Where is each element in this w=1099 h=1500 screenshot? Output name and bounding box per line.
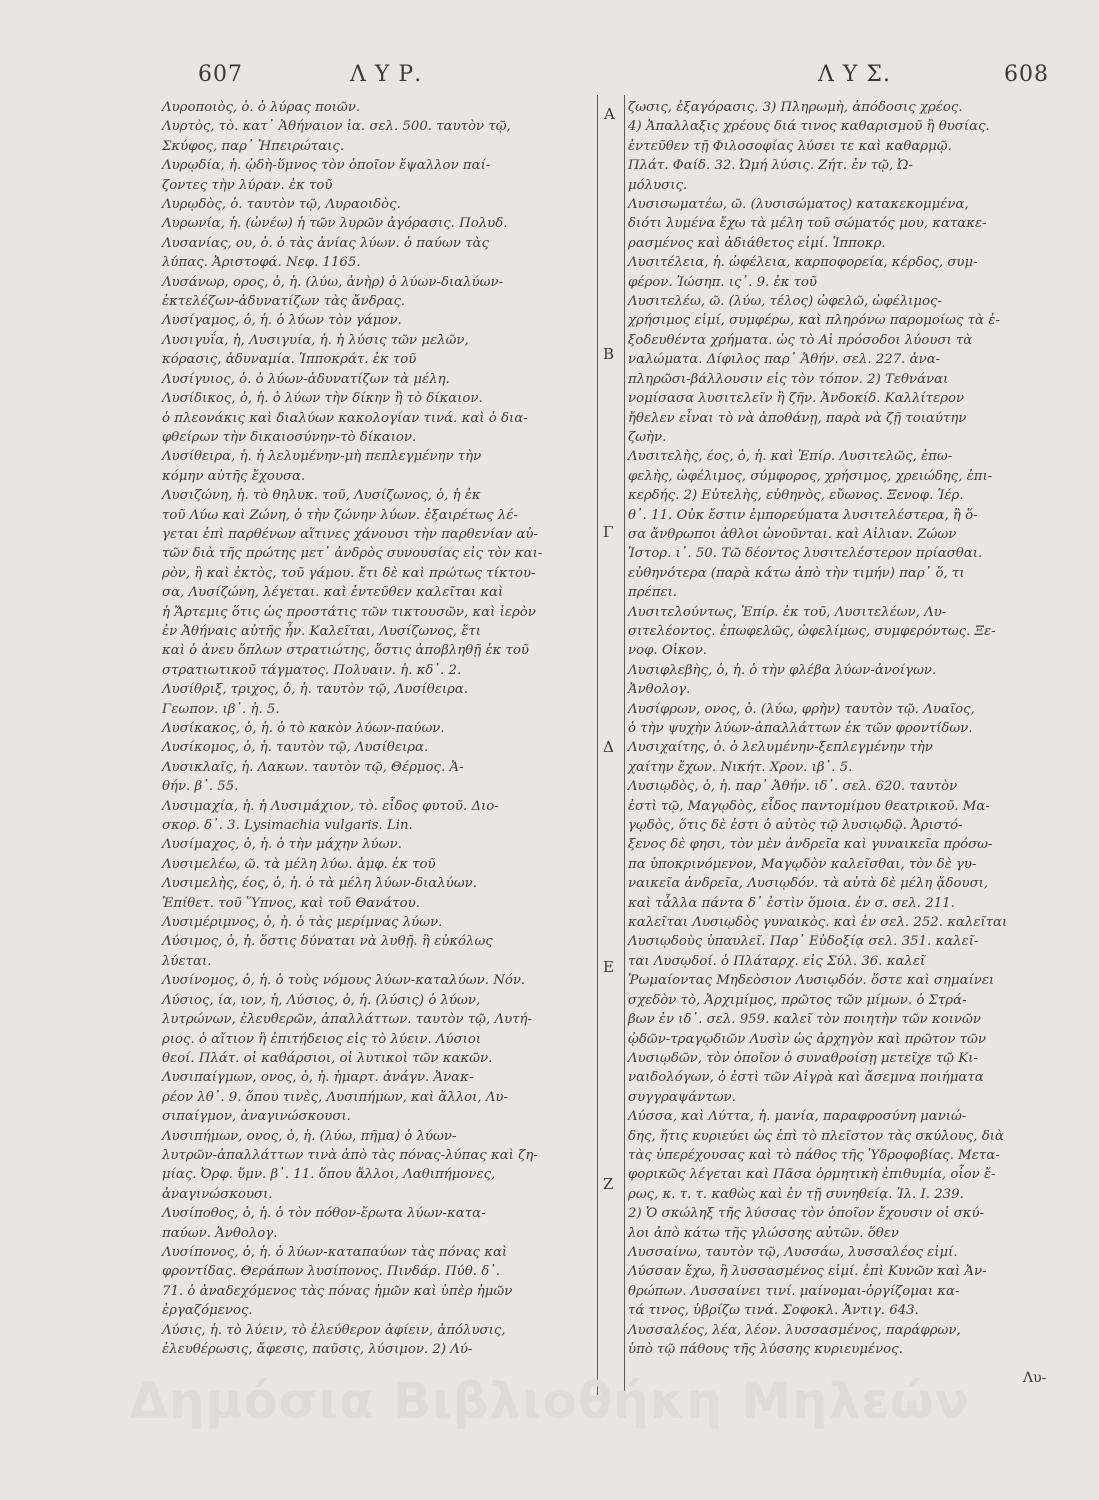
entry-line: Λυσισωματέω, ῶ. (λυσισώματος) κατακεκομμένα, bbox=[628, 197, 969, 213]
entry-line: ρέον λθ᾽. 9. ὅπου τινὲς, Λυσιπήμων, καὶ ἄλλοι, Λυ- bbox=[162, 1089, 508, 1105]
entry-line: κερδής. 2) Εὐτελὴς, εὐθηνὸς, εὔωνος. Ξενοφ. Ἱέρ. bbox=[628, 488, 964, 504]
entry-line: πρέπει. bbox=[628, 585, 678, 601]
entry-line: σα ἄνθρωποι ἀθλοι ὠνοῦνται. καὶ Αἰλιαν. Ζώων bbox=[628, 526, 957, 542]
entry-line: τῶν διὰ τῆς πρώτης μετ᾽ ἀνδρὸς συνουσίας εἰς τὸν και- bbox=[162, 546, 543, 562]
entry-line: ἐλευθέρωσις, ἄφεσις, παῦσις, λύσιμον. 2) Λύ- bbox=[162, 1342, 473, 1357]
entry-line: λοι ἀπὸ κάτω τῆς γλώσσης αὐτῶν. ὅθεν bbox=[628, 1225, 899, 1241]
entry-line: Λυσιγυΐα, ἡ, Λυσιγυία, ἡ. ἡ λύσις τῶν μελῶν, bbox=[162, 332, 469, 348]
entry-line: φέρον. Ἰώσηπ. ις᾽. 9. ἐκ τοῦ bbox=[628, 274, 818, 290]
entry-line: τά τινος, ὑβρίζω τινά. Σοφοκλ. Ἀντιγ. 643. bbox=[628, 1303, 919, 1319]
left-column-rule bbox=[597, 95, 598, 1395]
entry-line: Λυσίθειρα, ἡ. ἡ λελυμένην-μὴ πεπλεγμένην τὴν bbox=[162, 449, 482, 465]
entry-line: καὶ ὁ ἀνευ ὅπλων στρατιώτης, ὅστις ἀποβληθῇ ἐκ τοῦ bbox=[162, 643, 529, 659]
entry-line: 4) Ἀπαλλαξις χρέους διά τινος καθαρισμοῦ ἢ θυσίας. bbox=[628, 119, 990, 135]
entry-line: Λυσίδικος, ὁ, ἡ. ὁ λύων τὴν δίκην ἢ τὸ δίκαιον. bbox=[162, 391, 483, 407]
left-column-entries bbox=[162, 98, 594, 1359]
entry-line: ἤθελεν εἶναι τὸ νὰ ἀποθάνῃ, παρὰ νὰ ζῇ τοιαύτην bbox=[628, 410, 967, 426]
entry-line: ζοντες τὴν λύραν. ἐκ τοῦ bbox=[162, 177, 333, 193]
entry-line: συγγραψάντων. bbox=[628, 1089, 736, 1105]
entry-line: ναιδολόγων, ὁ ἐστὶ τῶν Αἰγρὰ καὶ ἄσεμνα ποιήματα bbox=[628, 1070, 984, 1086]
right-column-rule bbox=[624, 95, 625, 1395]
right-column-entries bbox=[628, 98, 1048, 1359]
entry-line: Λύσσαν ἔχω, ἢ λυσσασμένος εἰμί. ἐπὶ Κυνῶν καὶ Ἀν- bbox=[628, 1264, 987, 1280]
entry-line: Σκύφος, παρ᾽ Ἠπειρώταις. bbox=[162, 138, 345, 154]
entry-line: γῳδὸς, ὅτις δὲ ἐστι ὁ αὐτὸς τῷ λυσιῳδῷ. Ἀριστό- bbox=[628, 818, 963, 834]
entry-line: Λυροποιὸς, ὁ. ὁ λύρας ποιῶν. bbox=[162, 100, 361, 115]
entry-line: ριος. ὁ αἴτιον ἢ ἐπιτήδειος εἰς τὸ λύειν. Λύσιοι bbox=[162, 1031, 482, 1047]
left-running-head: Λ Υ Ρ. bbox=[350, 62, 423, 87]
entry-line: Λυρῳδία, ἡ. ᾠδὴ-ὕμνος τὸν ὁποῖον ἔψαλλον παί- bbox=[162, 158, 491, 174]
entry-line: ἡ Ἄρτεμις ὅτις ὡς προστάτις τῶν τικτουσῶν, καὶ ἱερὸν bbox=[162, 604, 536, 620]
entry-line: σα, Λυσίζώνη, λέγεται. καὶ ἐντεῦθεν καλεῖται καὶ bbox=[162, 585, 504, 601]
entry-line: Λυσιμελὴς, έος, ὁ, ἡ. ὁ τὰ μέλη λύων-διαλύων. bbox=[162, 876, 477, 892]
entry-line: ξοδευθέντα χρήματα. ὡς τὸ Αἱ πρόσοδοι λύουσι τὰ bbox=[628, 332, 973, 348]
entry-line: Λυσιπαίγμων, ονος, ὁ, ἡ. ἡμαρτ. ἀνάγν. Ἀνακ- bbox=[162, 1070, 474, 1086]
library-watermark: Δημόσια Βιβλιοθήκη Μηλεών bbox=[129, 1372, 970, 1430]
catchword: Λυ- bbox=[1023, 1370, 1047, 1386]
entry-line: ἐν Ἀθήναις αὐτῆς ἦν. Καλεῖται, Λυσίζωνος, ἔτι bbox=[162, 623, 481, 639]
entry-line: κόμην αὐτῆς ἔχουσα. bbox=[162, 468, 306, 484]
entry-line: μόλυσις. bbox=[628, 177, 688, 193]
entry-line: φροντίδας. Θεράπων λυσίπονος. Πινδάρ. Πύθ. δ᾽. bbox=[162, 1264, 501, 1280]
entry-line: ζωὴν. bbox=[628, 429, 667, 445]
entry-line: ὁ τὴν ψυχὴν λύων-ἀπαλλάττων ἐκ τῶν φροντίδων. bbox=[628, 721, 973, 736]
entry-line: φορικῶς λέγεται καὶ Πᾶσα ὁρμητικὴ ἐπιθυμία, οἶον ἔ- bbox=[628, 1167, 996, 1183]
entry-line: πα ὑποκρινόμενον, Μαγῳδὸν καλεῖσθαι, τὸν δὲ γυ- bbox=[628, 856, 977, 872]
entry-line: στρατιωτικοῦ τάγματος. Πολυαιν. ἡ. κδ᾽. 2. bbox=[162, 662, 462, 678]
entry-line: Λυσίκομος, ὁ, ἡ. ταυτὸν τῷ, Λυσίθειρα. bbox=[162, 740, 429, 756]
entry-line: Ἱστορ. ι᾽. 50. Τῶ δέοντος λυσιτελέστερον πρίασθαι. bbox=[628, 546, 983, 562]
entry-line: θήν. β᾽. 55. bbox=[162, 779, 239, 795]
entry-line: Λυσιχαίτης, ὁ. ὁ λελυμένην-ξεπλεγμένην τὴν bbox=[628, 740, 933, 756]
entry-line: Λυσιμαχία, ἡ. ἡ Λυσιμάχιον, τὸ. εἶδος φυτοῦ. Διο- bbox=[162, 798, 499, 814]
entry-line: ζωσις, ἐξαγόρασις. 3) Πληρωμὴ, ἀπόδοσις χρέος. bbox=[628, 100, 963, 115]
section-marker: Β bbox=[603, 345, 615, 363]
entry-line: Λυσσαίνω, ταυτὸν τῷ, Λυσσάω, λυσσαλέος εἰμί. bbox=[628, 1244, 958, 1260]
entry-line: Λυσίπονος, ὁ, ἡ. ὁ λύων-καταπαύων τὰς πόνας καὶ bbox=[162, 1244, 508, 1260]
entry-line: Λυσιζώνη, ἡ. τὸ θηλυκ. τοῦ, Λυσίζωνος, ὁ, ἡ ἐκ bbox=[162, 488, 481, 504]
entry-line: γεται ἐπὶ παρθένων αἵτινες χάνουσι τὴν παρθενίαν αὐ- bbox=[162, 526, 538, 542]
entry-line: θ᾽. 11. Οὐκ ἔστιν ἐμπορεύματα λυσιτελέστερα, ἢ ὅ- bbox=[628, 507, 978, 523]
entry-line: ναικεῖα ἀνδρεῖα, Λυσιῳδόν. τὰ αὐτὰ δὲ μέλη ᾄδουσι, bbox=[628, 876, 989, 892]
entry-line: ἐντεῦθεν τῇ Φιλοσοφίας λύσει τε καὶ καθαρμῷ. bbox=[628, 138, 952, 154]
entry-line: Λυσιτέλεια, ἡ. ὠφέλεια, καρποφορεία, κέρδος, συμ- bbox=[628, 255, 978, 271]
entry-line: Λυσιτελέω, ῶ. (λύω, τέλος) ὠφελῶ, ὠφέλιμος- bbox=[628, 294, 942, 310]
entry-line: Λυσικλαῖς, ἡ. Λακων. ταυτὸν τῷ, Θέρμος. Ἀ- bbox=[162, 759, 464, 775]
entry-line: Λυσίκακος, ὁ, ἡ. ὁ τὸ κακὸν λύων-παύων. bbox=[162, 721, 445, 736]
entry-line: καὶ τἆλλα πάντα δ᾽ ἐστὶν ὅμοια. ἐν σ. σελ. 211. bbox=[628, 895, 955, 911]
entry-line: καλεῖται Λυσιῳδὸς γυναικὸς. καὶ ἐν σελ. 252. καλεῖται bbox=[628, 915, 1008, 931]
entry-line: Λύσσα, καὶ Λύττα, ἡ. μανία, παραφροσύνη μανιώ- bbox=[628, 1109, 967, 1125]
entry-line: ᾠδῶν-τραγῳδιῶν Λυσὶν ὡς ἀρχηγὸν καὶ πρῶτον τῶν bbox=[628, 1031, 986, 1047]
entry-line: τὰς ὑπερέχουσας καὶ τὸ πάθος τῆς Ὑδροφοβίας. Μετα- bbox=[628, 1147, 1000, 1163]
entry-line: νομίσασα λυσιτελεῖν ἢ ζῆν. Ἀνδοκίδ. Καλλίτερον bbox=[628, 391, 965, 407]
entry-line: σχεδὸν τὸ, Ἀρχιμίμος, πρῶτος τῶν μίμων. ὁ Στρά- bbox=[628, 992, 967, 1008]
entry-line: Λυσίφρων, ονος, ὁ. (λύω, φρὴν) ταυτὸν τῷ. Λυαῖος, bbox=[628, 701, 975, 717]
entry-line: ὑπὸ τῷ πάθους τῆς λύσσης κυριευμένος. bbox=[628, 1342, 903, 1357]
entry-line: Λυσιῳδοὺς ὑπαυλεῖ. Παρ᾽ Εὐδοξίᾳ σελ. 351. καλεῖ- bbox=[628, 934, 979, 950]
right-running-head: Λ Υ Σ. bbox=[818, 62, 891, 87]
entry-line: διότι λυμένα ἔχω τὰ μέλη τοῦ σώματός μου, κατακε- bbox=[628, 216, 987, 232]
entry-line: σιτελέοντος. ἐπωφελῶς, ὠφελίμως, συμφερόντως. Ξε- bbox=[628, 623, 996, 639]
entry-line: Λυσιπήμων, ονος, ὁ, ἡ. (λύω, πῆμα) ὁ λύων- bbox=[162, 1128, 457, 1144]
entry-line: Λυσιτελούντως, Ἐπίρ. ἐκ τοῦ, Λυσιτελέων, Λυ- bbox=[628, 604, 947, 620]
entry-line: Λυσίγυιος, ὁ. ὁ λύων-ἀδυνατίζων τὰ μέλη. bbox=[162, 371, 450, 387]
entry-line: Λυσάνωρ, ορος, ὁ, ἡ. (λύω, ἀνὴρ) ὁ λύων-διαλύων- bbox=[162, 274, 504, 290]
entry-line: σιπαίγμον, ἀναγινώσκουσι. bbox=[162, 1109, 351, 1125]
entry-line: θρώπων. Λυσσαίνει τινί. μαίνομαι-ὀργίζομαι κα- bbox=[628, 1283, 960, 1299]
entry-line: λυτρώνων, ἐλευθερῶν, ἀπαλλάττων. ταυτὸν τῷ, Λυτή- bbox=[162, 1012, 532, 1028]
entry-line: ρὸν, ἢ καὶ ἐκτὸς, τοῦ γάμου. ἔτι δὲ καὶ πρώτως τίκτου- bbox=[162, 565, 536, 581]
entry-line: Λυρτὸς, τὸ. κατ᾽ Ἀθήναιον ἰα. σελ. 500. ταυτὸν τῷ, bbox=[162, 119, 511, 135]
entry-line: ἐργαζόμενος. bbox=[162, 1303, 253, 1319]
section-marker: Α bbox=[604, 105, 615, 123]
section-marker: Γ bbox=[603, 523, 614, 541]
entry-line: ἐστὶ τῷ, Μαγῳδὸς, εἶδος παντομίμου θεατρικοῦ. Μα- bbox=[628, 798, 990, 814]
section-marker: Ζ bbox=[603, 1175, 614, 1193]
entry-line: θεοί. Πλάτ. οἱ καθάρσιοι, οἱ λυτικοὶ τῶν κακῶν. bbox=[162, 1050, 493, 1066]
entry-line: Ἐπίθετ. τοῦ Ὕπνος, καὶ τοῦ Θανάτου. bbox=[162, 895, 420, 911]
entry-line: φελὴς, ὠφέλιμος, σύμφορος, χρήσιμος, χρειώδης, ἐπι- bbox=[628, 468, 993, 484]
entry-line: Ἀνθολογ. bbox=[628, 682, 691, 698]
entry-line: λυτρῶν-ἀπαλλάττων τινὰ ἀπὸ τὰς πόνας-λύπας καὶ ζη- bbox=[162, 1147, 538, 1163]
entry-line: λύπας. Ἀριστοφά. Νεφ. 1165. bbox=[162, 255, 361, 271]
entry-line: φθείρων τὴν δικαιοσύνην-τὸ δίκαιον. bbox=[162, 429, 417, 445]
entry-line: σκορ. δ᾽. 3. Lysimachia vulgaris. Lin. bbox=[162, 818, 413, 834]
entry-line: χρήσιμος εἰμί, συμφέρω, καὶ πληρόνω παρομοίως τὰ ἐ- bbox=[628, 313, 1000, 329]
entry-line: λύεται. bbox=[162, 953, 212, 969]
entry-line: Λύσιος, ία, ιον, ἡ, Λύσιος, ὁ, ἡ. (λύσις) ὁ λύων, bbox=[162, 992, 481, 1008]
left-page-number: 607 bbox=[198, 62, 243, 87]
entry-line: Ῥωμαίοντας Μηδεὸσιον Λυσιῳδόν. ὅστε καὶ σημαίνει bbox=[628, 973, 995, 989]
entry-line: Πλάτ. Φαίδ. 32. Ὠμή λύσις. Ζήτ. ἐν τῷ, Ὠ- bbox=[628, 158, 913, 174]
entry-line: Λυσίποθος, ὁ, ἡ. ὁ τὸν πόθον-ἔρωτα λύων-κατα- bbox=[162, 1206, 486, 1222]
entry-line: μίας. Ὀρφ. ὕμν. β᾽. 11. ὅπου ἄλλοι, Λαθιπήμονες, bbox=[162, 1167, 496, 1183]
entry-line: ρως, κ. τ. τ. καθὼς καὶ ἐν τῇ συνηθείᾳ. Ἰλ. I. 239. bbox=[628, 1186, 964, 1202]
entry-line: Λυσσαλέος, λέα, λέον. λυσσασμένος, παράφρων, bbox=[628, 1322, 961, 1338]
entry-line: παύων. Ἀνθολογ. bbox=[162, 1225, 278, 1241]
entry-line: 2) Ὁ σκώληξ τῆς λύσσας τὸν ὁποῖον ἔχουσιν οἱ σκύ- bbox=[628, 1206, 985, 1222]
entry-line: Λυσιμελέω, ῶ. τὰ μέλη λύω. ἀμφ. ἐκ τοῦ bbox=[162, 856, 436, 872]
entry-line: Λυρωνία, ἡ. (ὠνέω) ἡ τῶν λυρῶν ἀγόρασις. Πολυδ. bbox=[162, 216, 508, 232]
entry-line: Λυσίμαχος, ὁ, ἡ. ὁ τὴν μάχην λύων. bbox=[162, 837, 402, 853]
entry-line: χαίτην ἔχων. Νικήτ. Χρον. ιβ᾽. 5. bbox=[628, 759, 853, 775]
entry-line: ρασμένος καὶ ἀδιάθετος εἰμί. Ἱπποκρ. bbox=[628, 235, 886, 251]
section-marker: Ε bbox=[603, 958, 614, 976]
entry-line: Γεωπον. ιβ᾽. ἡ. 5. bbox=[162, 701, 280, 717]
entry-line: βων ἐν ιδ᾽. σελ. 959. καλεῖ τὸν ποιητὴν τῶν κοινῶν bbox=[628, 1012, 981, 1028]
entry-line: Λυσανίας, ου, ὁ. ὁ τὰς ἀνίας λύων. ὁ παύων τὰς bbox=[162, 235, 489, 251]
entry-line: τοῦ Λύω καὶ Ζώνη, ὁ τὴν ζώνην λύων. ἐξαιρέτως λέ- bbox=[162, 507, 518, 523]
entry-line: Λύσις, ἡ. τὸ λύειν, τὸ ἐλεύθερον ἀφίειν, ἀπόλυσις, bbox=[162, 1322, 506, 1338]
entry-line: νοφ. Οἰκον. bbox=[628, 643, 708, 659]
section-marker: Δ bbox=[603, 738, 614, 756]
entry-line: πληρῶσι-βάλλουσιν εἰς τὸν τόπον. 2) Τεθνάναι bbox=[628, 371, 949, 387]
entry-line: Λύσιμος, ὁ, ἡ. ὅστις δύναται νὰ λυθῇ. ἢ εὐκόλως bbox=[162, 934, 493, 950]
entry-line: εὐθηνότερα (παρὰ κάτω ἀπὸ τὴν τιμήν) παρ᾽ ὅ, τι bbox=[628, 565, 965, 581]
entry-line: Λυσιμέριμνος, ὁ, ἡ. ὁ τὰς μερίμνας λύων. bbox=[162, 915, 443, 931]
entry-line: 71. ὁ ἀναδεχόμενος τὰς πόνας ἡμῶν καὶ ὑπὲρ ἡμῶν bbox=[162, 1283, 513, 1299]
entry-line: ναλώματα. Δίφιλος παρ᾽ Ἀθήν. σελ. 227. ἀνα- bbox=[628, 352, 941, 368]
entry-line: ἀναγινώσκουσι. bbox=[162, 1186, 273, 1202]
entry-line: ται Λυσῳδοί. ὁ Πλάταρχ. εἰς Σύλ. 36. καλεῖ bbox=[628, 953, 926, 969]
entry-line: Λυσιῳδὸς, ὁ, ἡ. παρ᾽ Ἀθήν. ιδ᾽. σελ. 620. ταυτὸν bbox=[628, 779, 958, 795]
entry-line: Λυσιῳδῶν, τὸν ὁποῖον ὁ συναθροίσῃ μετεῖχε τῷ Κι- bbox=[628, 1050, 978, 1066]
right-page-number: 608 bbox=[1004, 62, 1049, 87]
entry-line: δης, ἥτις κυριεύει ὡς ἐπὶ τὸ πλεῖστον τὰς σκύλους, διὰ bbox=[628, 1128, 1004, 1144]
entry-line: Λυσίγαμος, ὁ, ἡ. ὁ λύων τὸν γάμον. bbox=[162, 313, 402, 329]
entry-line: κόρασις, ἀδυναμία. Ἱπποκράτ. ἐκ τοῦ bbox=[162, 352, 417, 368]
entry-line: ξενος δὲ φησι, τὸν μὲν ἀνδρεῖα καὶ γυναικεῖα πρόσω- bbox=[628, 837, 993, 853]
entry-line: Λυσίθριξ, τριχος, ὁ, ἡ. ταυτὸν τῷ, Λυσίθειρα. bbox=[162, 682, 469, 698]
entry-line: Λυσίνομος, ὁ, ἡ. ὁ τοὺς νόμους λύων-καταλύων. Νόν. bbox=[162, 973, 526, 989]
entry-line: ὁ πλεονάκις καὶ διαλύων κακολογίαν τινά. καὶ ὁ δια- bbox=[162, 410, 528, 426]
entry-line: ἐκτελέζων-ἀδυνατίζων τὰς ἄνδρας. bbox=[162, 294, 406, 310]
entry-line: Λυσιτελὴς, έος, ὁ, ἡ. καὶ Ἐπίρ. Λυσιτελῶς, ἐπω- bbox=[628, 449, 953, 465]
entry-line: Λυρῳδὸς, ὁ. ταυτὸν τῷ, Λυραοιδὸς. bbox=[162, 197, 401, 213]
entry-line: Λυσιφλεβὴς, ὁ, ἡ. ὁ τὴν φλέβα λύων-ἀνοίγων. bbox=[628, 662, 937, 678]
